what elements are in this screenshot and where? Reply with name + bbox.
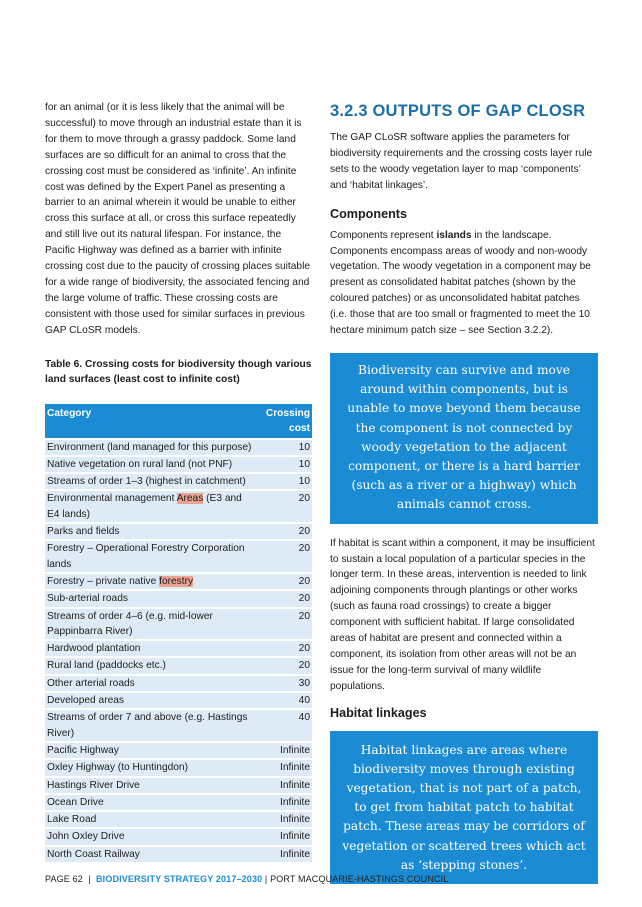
category-text: Forestry – private native xyxy=(47,575,160,587)
cost-category xyxy=(45,693,254,708)
cost-category xyxy=(45,847,254,862)
table-row xyxy=(45,847,312,862)
table-row xyxy=(45,693,312,708)
category-text: Oxley Highway (to Huntingdon) xyxy=(47,762,188,774)
document-title: BIODIVERSITY STRATEGY 2017–2030 xyxy=(96,874,263,884)
highlighted-word: forestry xyxy=(159,575,194,587)
table-row xyxy=(45,812,312,827)
section-intro: The GAP CLoSR software applies the parameters for biodiversity requirements and the crossing costs layer rule sets to the woody vegetation layer to map ‘components’ and ‘habitat linkages’. xyxy=(330,132,593,191)
cost-category xyxy=(45,812,254,827)
highlighted-word: Areas xyxy=(176,493,204,505)
category-text: Environmental management xyxy=(47,493,177,505)
table-row xyxy=(45,743,312,758)
category-text: Environment (land managed for this purpose) xyxy=(47,441,252,453)
table-row xyxy=(45,710,312,741)
cost-category xyxy=(45,541,254,572)
cost-value: 10 xyxy=(254,440,312,455)
category-text: Developed areas xyxy=(47,695,125,707)
category-text: Streams of order 7 and above (e.g. Hastings River) xyxy=(47,712,248,739)
category-text: Sub-arterial roads xyxy=(47,593,128,605)
table-row xyxy=(45,440,312,455)
footer-separator: | xyxy=(88,874,91,884)
cost-category xyxy=(45,524,254,539)
table-row xyxy=(45,676,312,691)
category-text: Hastings River Drive xyxy=(47,779,140,791)
islands-emphasis: islands xyxy=(436,229,472,241)
scant-habitat-paragraph: If habitat is scant within a component, it may be insufficient to sustain a local population of a particular species in the longer term. In these areas, intervention is needed to link adjoining components through plantings or other works (such as fauna road crossings) to create a bigger component with sufficient habitat. If large consolidated areas of habitat are present and connected within a component, its isolation from other areas will not be an issue for the long-term survival of many wildlife populations. xyxy=(330,537,595,692)
table-row xyxy=(45,795,312,810)
cost-value: 40 xyxy=(254,693,312,708)
cost-category xyxy=(45,591,254,606)
table-row xyxy=(45,491,312,522)
components-heading: Components xyxy=(330,206,407,221)
table-row xyxy=(45,658,312,673)
category-text: Other arterial roads xyxy=(47,677,135,689)
table-row xyxy=(45,829,312,844)
cost-category xyxy=(45,440,254,455)
table-row xyxy=(45,574,312,589)
cost-value: Infinite xyxy=(254,829,312,844)
callout-habitat-linkages: Habitat linkages are areas where biodiversity moves through existing vegetation, that is not part of a patch, to get from habitat patch to habitat patch. These areas may be corridors of vegetation or scattered trees which act as ‘stepping stones’. xyxy=(330,731,598,884)
cost-value: 20 xyxy=(254,491,312,522)
table-row xyxy=(45,524,312,539)
cost-value: Infinite xyxy=(254,778,312,793)
intro-paragraph: for an animal (or it is less likely that the animal will be successful) to move through an industrial estate than it is for them to move through a grassy paddock. Some land surfaces are so difficult for an animal to cross that the crossing cost must be considered as ‘infinite’. An infinite cost was defined by the Expert Panel as presenting a barrier to an animal wherein it would be unable to either cross this surface at all, or cross this surface repeatedly and still live out its natural lifespan. For instance, the Pacific Highway was defined as a barrier with infinite crossing cost due to the paucity of crossing places suitable for a wide range of biodiversity, the associated fencing and the large volume of traffic. These crossing costs are consistent with those used for similar surfaces in previous GAP CLoSR models. xyxy=(45,102,311,336)
section-title: 3.2.3 OUTPUTS OF GAP CLOSR xyxy=(330,102,586,120)
cost-value: Infinite xyxy=(254,795,312,810)
table-row xyxy=(45,591,312,606)
cost-value: 20 xyxy=(254,541,312,572)
table-row xyxy=(45,641,312,656)
components-text-start: Components represent xyxy=(330,229,437,241)
category-text: Lake Road xyxy=(47,814,97,826)
header-category: Category xyxy=(45,404,254,438)
category-text: Hardwood plantation xyxy=(47,643,141,655)
cost-value: 20 xyxy=(254,658,312,673)
category-text: Ocean Drive xyxy=(47,796,104,808)
cost-value: Infinite xyxy=(254,812,312,827)
table-row xyxy=(45,474,312,489)
table-row xyxy=(45,609,312,640)
habitat-linkages-heading: Habitat linkages xyxy=(330,705,427,720)
cost-category xyxy=(45,641,254,656)
cost-value: 30 xyxy=(254,676,312,691)
cost-category xyxy=(45,778,254,793)
council-name: PORT MACQUARIE-HASTINGS COUNCIL xyxy=(270,874,449,884)
right-column xyxy=(330,100,598,884)
cost-category xyxy=(45,710,254,741)
page-footer xyxy=(45,874,448,884)
cost-value: 20 xyxy=(254,609,312,640)
cost-category xyxy=(45,743,254,758)
cost-value: 20 xyxy=(254,524,312,539)
table-header-row xyxy=(45,404,312,438)
crossing-costs-table xyxy=(45,402,312,864)
category-text: Streams of order 1–3 (highest in catchment) xyxy=(47,476,246,488)
components-text-end: in the landscape. Components encompass areas of woody and non-woody vegetation. The woody vegetation in a component may be present as consolidated habitat patches (shown by the coloured patches) or as unconsolidated habitat patches (i.e. those that are too small or fragmented to meet the 10 hectare minimum patch size – see Section 3.2.2). xyxy=(330,229,591,337)
cost-category xyxy=(45,676,254,691)
category-text-end: (E3 and E4 lands) xyxy=(47,493,242,520)
cost-value: 40 xyxy=(254,710,312,741)
cost-value: 20 xyxy=(254,591,312,606)
table-row xyxy=(45,541,312,572)
table-caption: Table 6. Crossing costs for biodiversity though various land surfaces (least cost to infinite cost) xyxy=(45,358,312,386)
components-paragraph xyxy=(330,228,598,339)
cost-value: 10 xyxy=(254,457,312,472)
cost-category xyxy=(45,760,254,775)
table-row xyxy=(45,457,312,472)
cost-value: Infinite xyxy=(254,847,312,862)
cost-category xyxy=(45,474,254,489)
cost-category xyxy=(45,609,254,640)
page-number: PAGE 62 xyxy=(45,874,83,884)
category-text: Streams of order 4–6 (e.g. mid-lower Pappinbarra River) xyxy=(47,610,213,637)
left-column xyxy=(45,100,312,864)
category-text: North Coast Railway xyxy=(47,848,140,860)
category-text: Forestry – Operational Forestry Corporation lands xyxy=(47,543,245,570)
category-text: Rural land (paddocks etc.) xyxy=(47,660,166,672)
cost-value: 20 xyxy=(254,574,312,589)
cost-category xyxy=(45,457,254,472)
cost-value: Infinite xyxy=(254,760,312,775)
callout-components: Biodiversity can survive and move around within components, but is unable to move beyond them because the component is not connected by woody vegetation to the adjacent component, or there is a hard barrier (such as a river or a highway) which animals cannot cross. xyxy=(330,353,598,524)
footer-separator: | xyxy=(264,874,268,884)
cost-category xyxy=(45,829,254,844)
header-crossing-cost: Crossing cost xyxy=(254,404,312,438)
cost-category xyxy=(45,491,254,522)
cost-value: 10 xyxy=(254,474,312,489)
category-text: John Oxley Drive xyxy=(47,831,125,843)
category-text: Native vegetation on rural land (not PNF) xyxy=(47,458,233,470)
cost-category xyxy=(45,574,254,589)
category-text: Pacific Highway xyxy=(47,744,119,756)
category-text: Parks and fields xyxy=(47,526,120,538)
cost-value: Infinite xyxy=(254,743,312,758)
cost-category xyxy=(45,658,254,673)
cost-value: 20 xyxy=(254,641,312,656)
cost-category xyxy=(45,795,254,810)
table-body xyxy=(45,440,312,862)
table-row xyxy=(45,760,312,775)
table-row xyxy=(45,778,312,793)
